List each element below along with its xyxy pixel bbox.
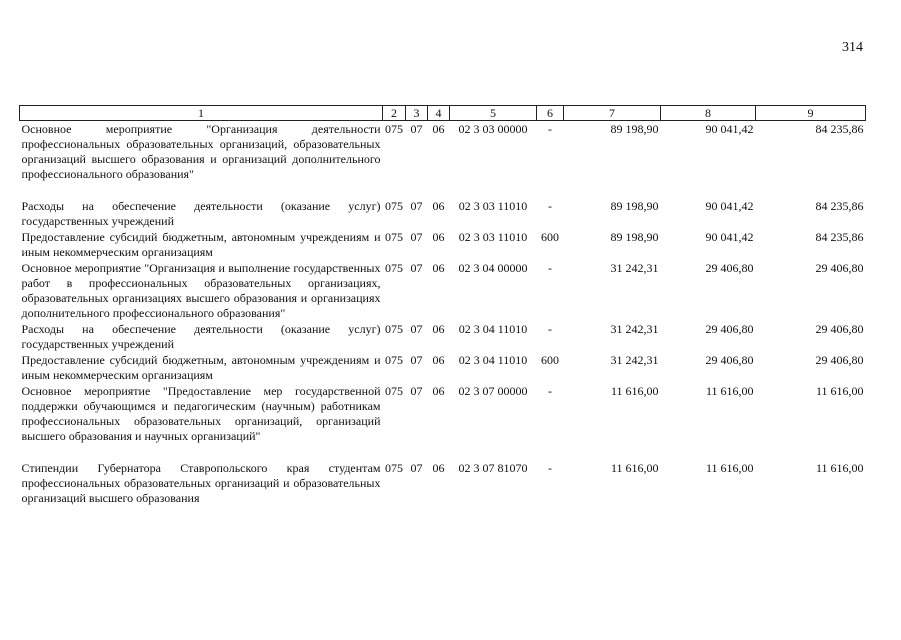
row-description: Основное мероприятие "Предоставление мер государственной поддержки обучающимся и педагогическим (научным) работникам профессиональных образовательных организаций, организаций высшего образования и научных организаций" (21, 384, 381, 443)
code-gr: 075 (385, 384, 403, 398)
code-gr: 075 (385, 230, 403, 244)
amount-col8: 11 616,00 (705, 461, 754, 475)
code-gr: 075 (385, 122, 403, 136)
amount-col8: 11 616,00 (705, 384, 754, 398)
code-csr: 02 3 07 81070 (458, 461, 528, 475)
header-cell: 8 (661, 106, 756, 121)
row-description: Расходы на обеспечение деятельности (оказание услуг) государственных учреждений (21, 199, 381, 228)
header-cell: 9 (756, 106, 866, 121)
header-cell: 1 (20, 106, 383, 121)
amount-col7: 31 242,31 (610, 322, 659, 336)
amount-col9: 29 406,80 (815, 353, 864, 367)
budget-table (19, 105, 866, 506)
code-csr: 02 3 03 11010 (458, 199, 528, 213)
row-description: Предоставление субсидий бюджетным, автономным учреждениям и иным некоммерческим организациям (21, 353, 381, 382)
amount-col8: 29 406,80 (705, 322, 754, 336)
table-row (20, 229, 866, 260)
amount-col8: 29 406,80 (705, 261, 754, 275)
code-pr: 06 (432, 461, 445, 475)
amount-col9: 84 235,86 (815, 199, 864, 213)
code-vr: - (548, 261, 552, 275)
table-row (20, 198, 866, 229)
amount-col7: 11 616,00 (610, 384, 659, 398)
code-rz: 07 (410, 122, 423, 136)
amount-col8: 90 041,42 (705, 122, 754, 136)
code-csr: 02 3 04 11010 (458, 322, 528, 336)
table-row (20, 121, 866, 199)
row-description: Предоставление субсидий бюджетным, автономным учреждениям и иным некоммерческим организациям (21, 230, 381, 259)
code-pr: 06 (432, 199, 445, 213)
code-csr: 02 3 04 00000 (458, 261, 528, 275)
table-row (20, 460, 866, 506)
amount-col7: 89 198,90 (610, 230, 659, 244)
amount-col7: 89 198,90 (610, 199, 659, 213)
code-rz: 07 (410, 384, 423, 398)
code-rz: 07 (410, 199, 423, 213)
code-pr: 06 (432, 261, 445, 275)
code-vr: - (548, 461, 552, 475)
amount-col9: 84 235,86 (815, 230, 864, 244)
amount-col8: 90 041,42 (705, 199, 754, 213)
code-gr: 075 (385, 199, 403, 213)
code-rz: 07 (410, 322, 423, 336)
amount-col9: 11 616,00 (815, 461, 864, 475)
code-gr: 075 (385, 322, 403, 336)
code-gr: 075 (385, 353, 403, 367)
code-csr: 02 3 03 00000 (458, 122, 528, 136)
header-cell: 2 (383, 106, 406, 121)
code-vr: 600 (541, 353, 559, 367)
table-row (20, 352, 866, 383)
code-gr: 075 (385, 461, 403, 475)
row-description: Расходы на обеспечение деятельности (оказание услуг) государственных учреждений (21, 322, 381, 351)
code-rz: 07 (410, 461, 423, 475)
code-pr: 06 (432, 230, 445, 244)
row-description: Стипендии Губернатора Ставропольского края студентам профессиональных образовательных организаций и образовательных организаций высшего образования (21, 461, 381, 505)
header-cell: 4 (428, 106, 450, 121)
code-rz: 07 (410, 230, 423, 244)
code-vr: - (548, 122, 552, 136)
code-gr: 075 (385, 261, 403, 275)
code-csr: 02 3 04 11010 (458, 353, 528, 367)
amount-col9: 84 235,86 (815, 122, 864, 136)
amount-col7: 31 242,31 (610, 353, 659, 367)
code-rz: 07 (410, 353, 423, 367)
amount-col7: 31 242,31 (610, 261, 659, 275)
code-vr: 600 (541, 230, 559, 244)
amount-col7: 89 198,90 (610, 122, 659, 136)
code-pr: 06 (432, 353, 445, 367)
header-cell: 7 (564, 106, 661, 121)
row-description: Основное мероприятие "Организация деятельности профессиональных образовательных организаций, образовательных организаций высшего образования и организаций дополнительного профессионального образования" (21, 122, 381, 181)
code-pr: 06 (432, 384, 445, 398)
code-vr: - (548, 199, 552, 213)
header-cell: 6 (537, 106, 564, 121)
code-pr: 06 (432, 322, 445, 336)
code-vr: - (548, 384, 552, 398)
amount-col9: 29 406,80 (815, 322, 864, 336)
amount-col9: 29 406,80 (815, 261, 864, 275)
code-vr: - (548, 322, 552, 336)
header-row (20, 106, 866, 121)
header-cell: 5 (450, 106, 537, 121)
amount-col8: 90 041,42 (705, 230, 754, 244)
table-row (20, 260, 866, 321)
amount-col8: 29 406,80 (705, 353, 754, 367)
code-csr: 02 3 07 00000 (458, 384, 528, 398)
code-csr: 02 3 03 11010 (458, 230, 528, 244)
amount-col7: 11 616,00 (610, 461, 659, 475)
table-row (20, 383, 866, 460)
header-cell: 3 (406, 106, 428, 121)
code-rz: 07 (410, 261, 423, 275)
table-row (20, 321, 866, 352)
row-description: Основное мероприятие "Организация и выполнение государственных работ в профессиональных образовательных организациях, образовательных организациях высшего образования и организациях дополнительного профессионального образования" (21, 261, 381, 320)
page-number: 314 (842, 40, 863, 55)
amount-col9: 11 616,00 (815, 384, 864, 398)
code-pr: 06 (432, 122, 445, 136)
